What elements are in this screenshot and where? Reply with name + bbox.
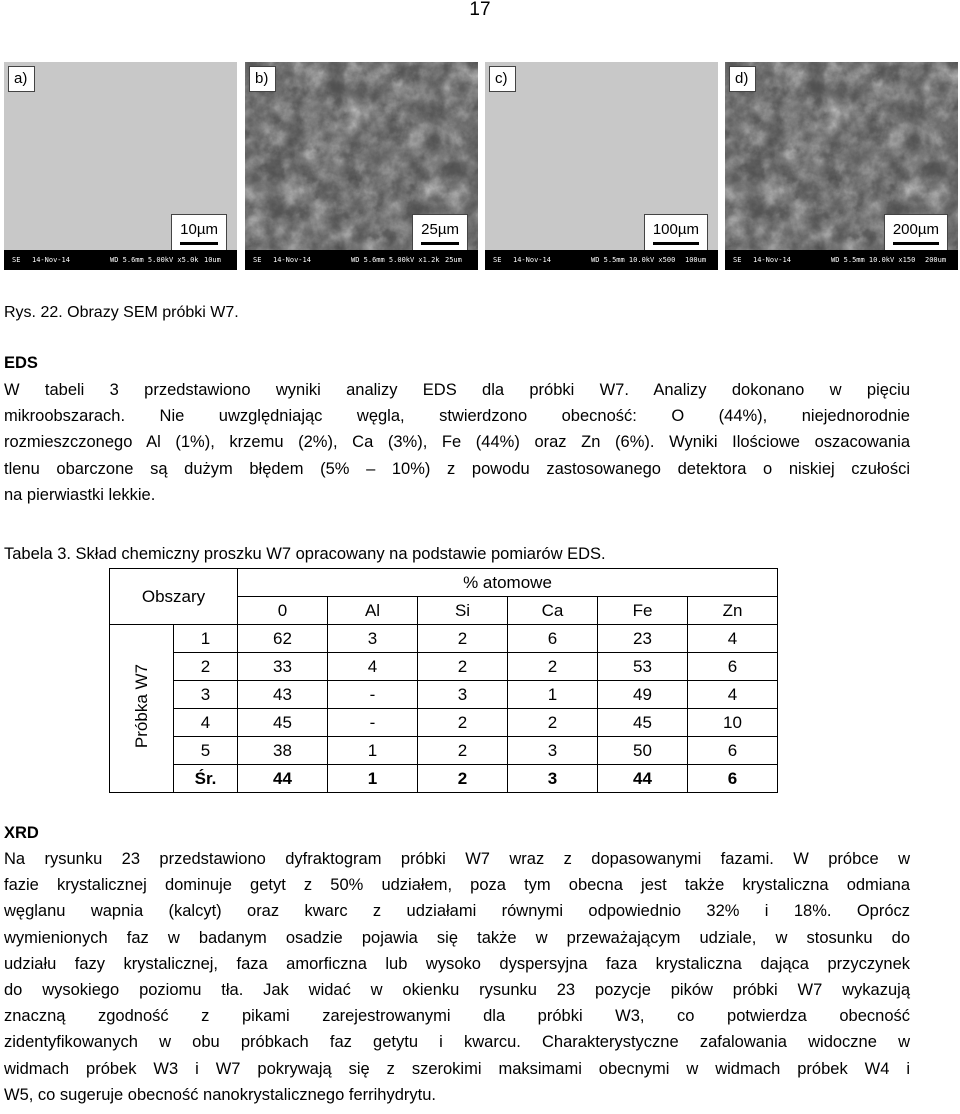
scale-bar [644,214,708,254]
cell: 49 [598,681,688,709]
cell: 38 [238,737,328,765]
cell: 2 [418,625,508,653]
cell: 5 [174,737,238,765]
cell: 2 [418,709,508,737]
text-line: W tabeli 3 przedstawiono wyniki analizy EDS dla próbki W7. Analizy dokonano w pięciu [4,381,910,399]
cell: 2 [418,765,508,793]
cell: 4 [688,625,778,653]
scale-line [180,242,218,245]
column-header: Zn [688,597,778,625]
scale-label: 200µm [892,221,939,238]
cell: 4 [328,653,418,681]
table-row [110,653,778,681]
text-line: tlenu obarczone są dużym błędem (5% – 10%) z powodu zastosowanego detektora o niskiej czułości [4,459,910,478]
sem-info-bar: SE 14-Nov-14 WD 5.6mm 5.00kV x1.2k 25um [245,250,478,270]
cell: 4 [174,709,238,737]
panel-label: d) [729,66,756,92]
cell: 53 [598,653,688,681]
eds-heading: EDS [4,354,38,372]
cell: 6 [688,737,778,765]
table-row [110,681,778,709]
cell: Śr. [174,765,238,793]
sem-info-bar: SE 14-Nov-14 WD 5.5mm 10.0kV x500 100um [485,250,718,270]
panel-label: a) [8,66,35,92]
page-number: 17 [469,0,491,20]
text-line: W5, co sugeruje obecność nanokrystalicznego ferrihydrytu. [4,1085,436,1104]
cell: 1 [174,625,238,653]
cell: 4 [688,681,778,709]
scale-label: 25µm [421,221,459,238]
cell: 6 [688,653,778,681]
cell: 3 [174,681,238,709]
cell: 62 [238,625,328,653]
cell: 2 [418,653,508,681]
text-line: widmach próbek W3 i W7 pokrywają się z szerokimi maksimami obecnymi w widmach próbek W4 i [4,1059,910,1078]
cell: 43 [238,681,328,709]
cell: 3 [508,737,598,765]
panel-label: c) [489,66,516,92]
sample-label-cell [110,625,174,793]
table-caption: Tabela 3. Skład chemiczny proszku W7 opracowany na podstawie pomiarów EDS. [4,545,606,563]
obszary-header: Obszary [110,569,238,625]
panel-label: b) [249,66,276,92]
column-header: Fe [598,597,688,625]
sem-info-bar: SE 14-Nov-14 WD 5.5mm 10.0kV x150 200um [725,250,958,270]
cell: 50 [598,737,688,765]
scale-line [893,242,939,245]
sem-image-c [485,62,718,270]
cell: 10 [688,709,778,737]
text-line: rozmieszczonego Al (1%), krzemu (2%), Ca (3%), Fe (44%) oraz Zn (6%). Wyniki Ilościowe oszacowania [4,433,910,452]
column-header: Si [418,597,508,625]
cell: 1 [508,681,598,709]
cell: 33 [238,653,328,681]
cell: 6 [688,765,778,793]
text-line: na pierwiastki lekkie. [4,485,156,504]
eds-table [109,568,778,793]
text-line: wymienionych faz w badanym osadzie pojawia się także w przeważającym udziale, w stosunku do [4,928,910,947]
text-line: udziału fazy krystalicznej, faza amorficzna lub wysoko dyspersyjna faza krystaliczna dająca przyczynek [4,954,910,973]
scale-bar [171,214,227,254]
column-header: 0 [238,597,328,625]
text-line: do wysokiego poziomu tła. Jak widać w okienku rysunku 23 pozycje pików próbki W7 wykazują [4,980,910,999]
atomowe-header: % atomowe [238,569,778,597]
sample-label: Próbka W7 [131,663,151,749]
text-line: węglanu wapnia (kalcyt) oraz kwarc z udziałami równymi odpowiednio 32% i 18%. Oprócz [4,902,910,921]
column-header: Al [328,597,418,625]
cell: 44 [598,765,688,793]
scale-line [421,242,459,245]
text-line: mikroobszarach. Nie uwzględniając węgla, stwierdzono obecność: O (44%), niejednorodnie [4,407,910,426]
sem-image-b [245,62,478,270]
cell: 23 [598,625,688,653]
cell: - [328,681,418,709]
text-line: znaczną zgodność z pikami zarejestrowanymi dla próbki W3, co potwierdza obecność [4,1007,910,1026]
table-row [110,625,778,653]
text-line: fazie krystalicznej dominuje getyt z 50% udziałem, poza tym obecna jest także krystaliczna odmiana [4,876,910,895]
xrd-paragraph [4,846,910,1108]
cell: 44 [238,765,328,793]
table-row [110,709,778,737]
cell: 45 [238,709,328,737]
xrd-heading: XRD [4,824,39,842]
cell: - [328,709,418,737]
sem-info-bar: SE 14-Nov-14 WD 5.6mm 5.00kV x5.0k 10um [4,250,237,270]
cell: 2 [508,653,598,681]
scale-bar [412,214,468,254]
cell: 2 [508,709,598,737]
cell: 3 [328,625,418,653]
sem-image-a [4,62,237,270]
figure-caption: Rys. 22. Obrazy SEM próbki W7. [4,304,239,321]
cell: 3 [418,681,508,709]
cell: 6 [508,625,598,653]
scale-label: 100µm [652,221,699,238]
cell: 45 [598,709,688,737]
average-row [110,765,778,793]
column-header: Ca [508,597,598,625]
scale-bar [884,214,948,254]
sem-image-d [725,62,958,270]
eds-paragraph [4,377,910,508]
cell: 2 [418,737,508,765]
table-row [110,737,778,765]
cell: 2 [174,653,238,681]
scale-label: 10µm [180,221,218,238]
scale-line [653,242,699,245]
cell: 3 [508,765,598,793]
cell: 1 [328,765,418,793]
text-line: zidentyfikowanych w obu próbkach faz getytu i kwarcu. Charakterystyczne zafalowania widoczne w [4,1033,910,1052]
text-line: Na rysunku 23 przedstawiono dyfraktogram próbki W7 wraz z dopasowanymi fazami. W próbce w [4,850,910,868]
cell: 1 [328,737,418,765]
